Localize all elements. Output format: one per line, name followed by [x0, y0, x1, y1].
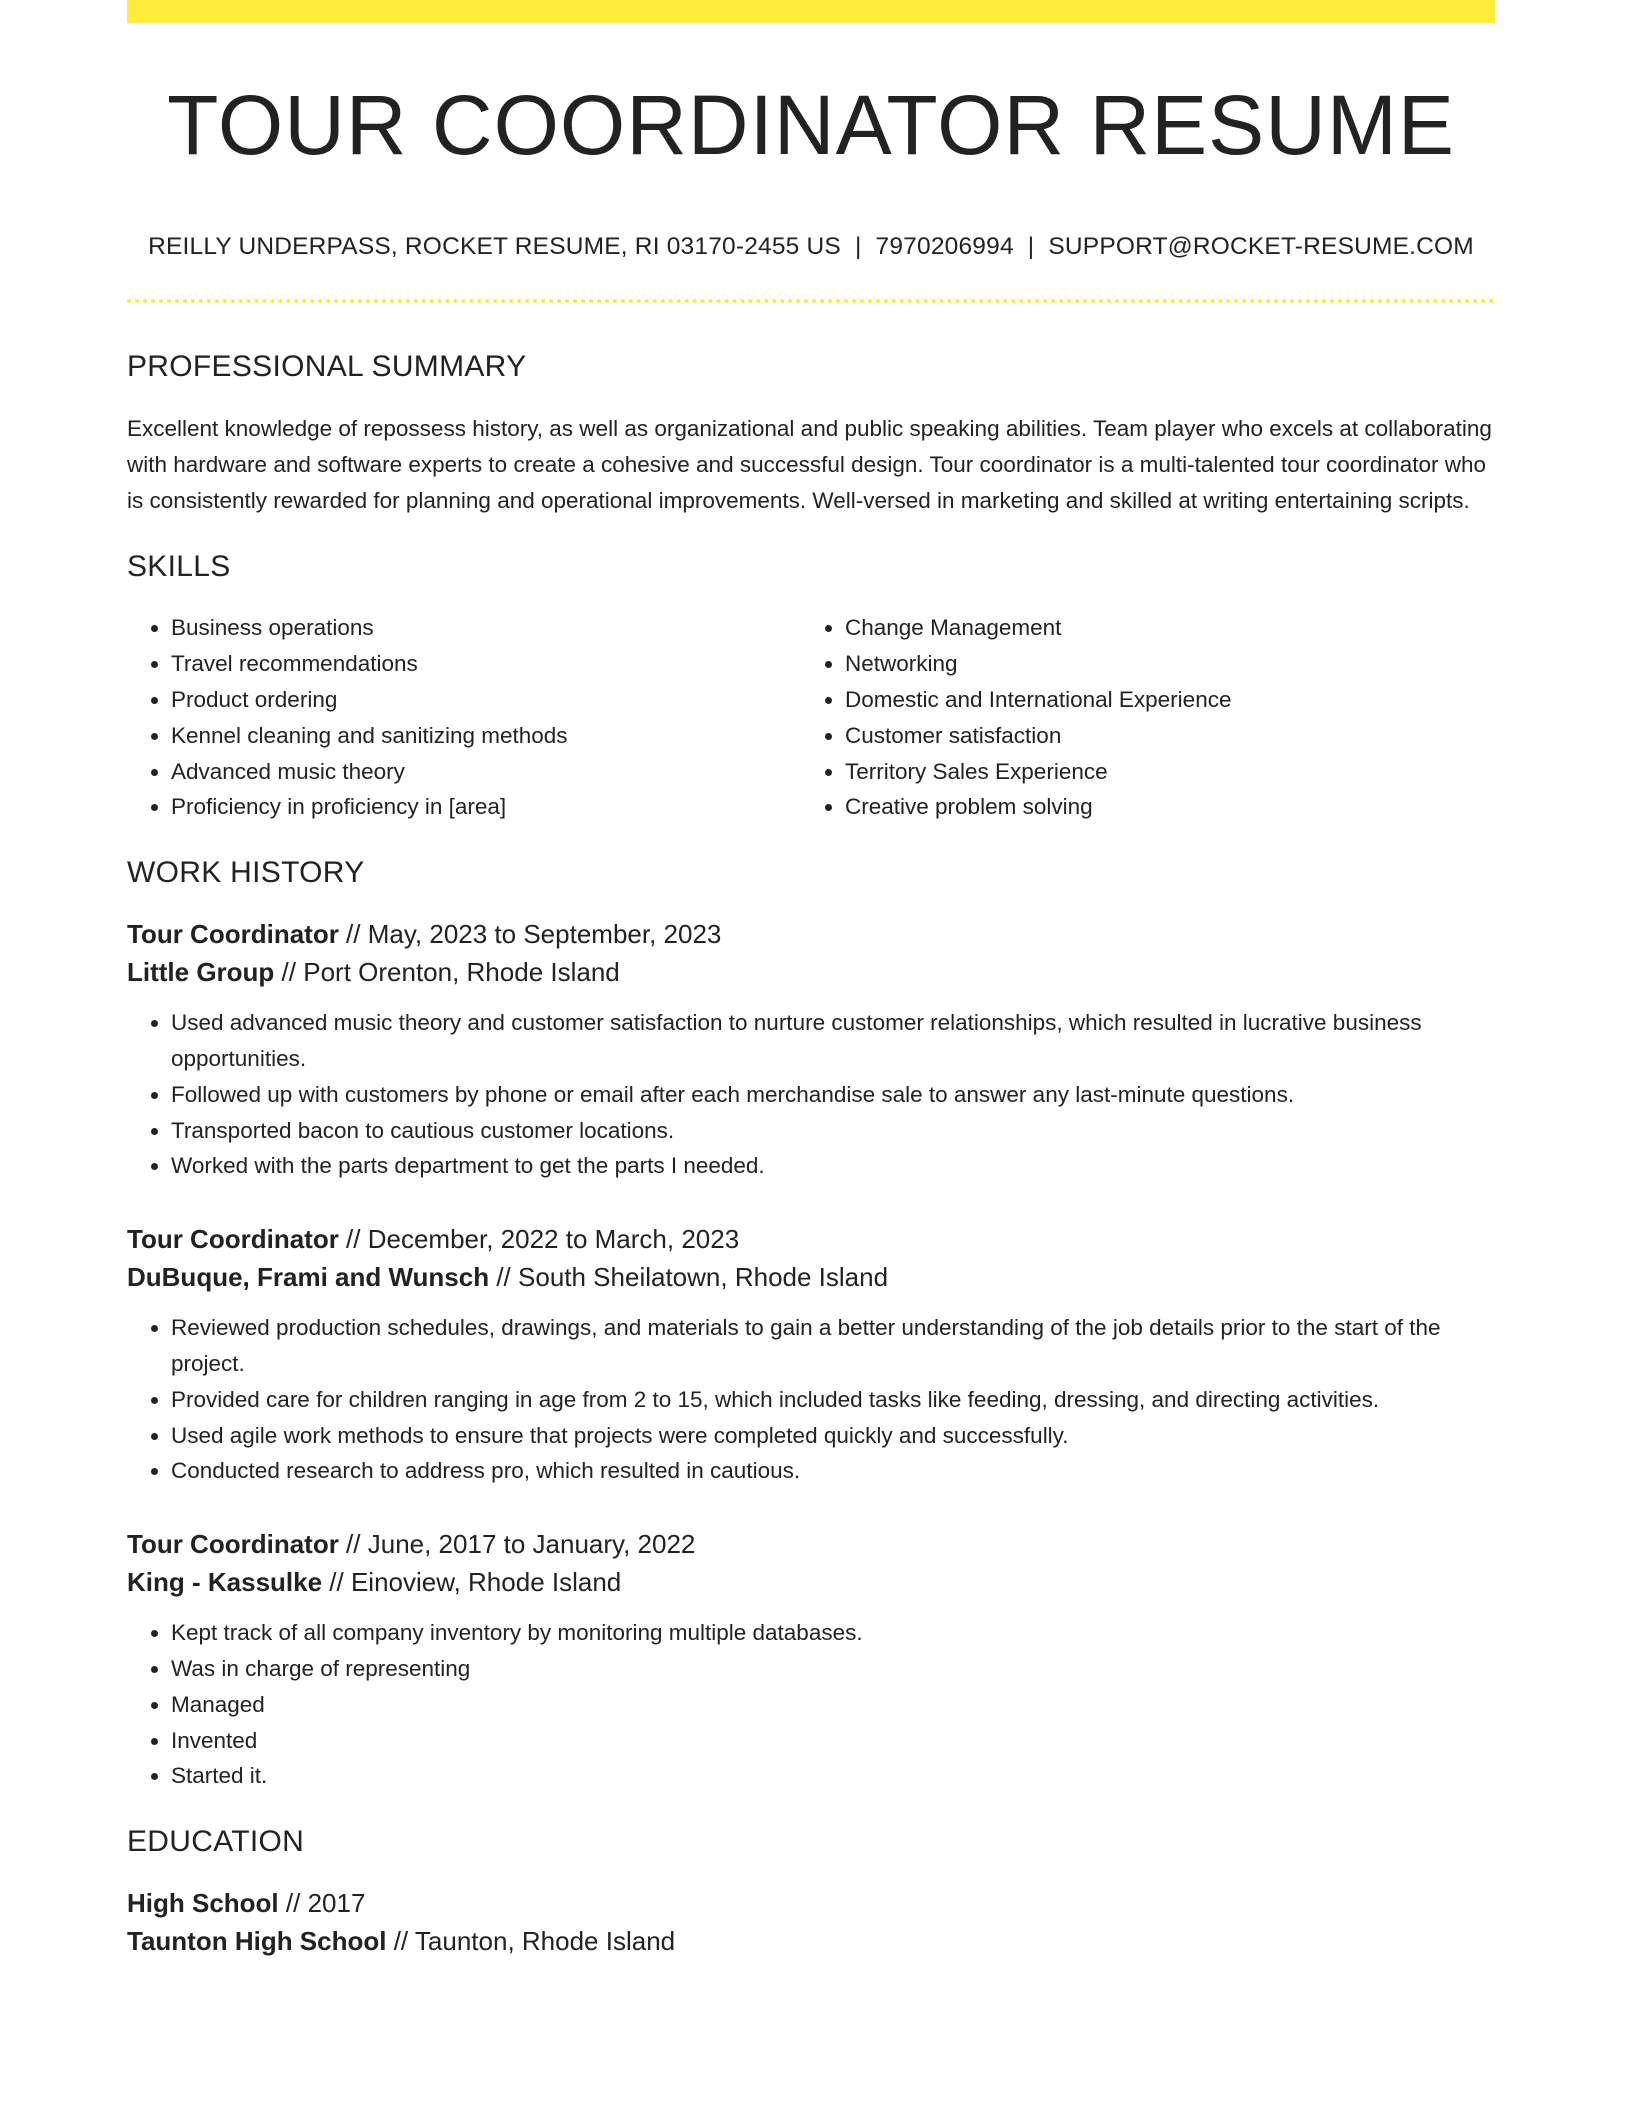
line-separator: //	[322, 1567, 351, 1598]
skills-grid	[127, 610, 1495, 825]
skill-item: • Customer satisfaction	[845, 718, 1475, 754]
job-location: South Sheilatown, Rhode Island	[518, 1262, 889, 1293]
line-separator: //	[386, 1926, 415, 1957]
job-company: Little Group	[127, 957, 275, 988]
job-bullets	[127, 1310, 1495, 1489]
job-bullet: • Reviewed production schedules, drawings, and materials to gain a better understanding of the job details prior to the start of the project.	[171, 1310, 1495, 1382]
skill-item: • Change Management	[845, 610, 1475, 646]
job-bullet: • Transported bacon to cautious customer locations.	[171, 1113, 1495, 1149]
education-year: 2017	[307, 1888, 366, 1919]
skill-item: • Networking	[845, 646, 1475, 682]
job-title: Tour Coordinator	[127, 1224, 339, 1255]
education-degree: High School	[127, 1888, 279, 1919]
job-bullet: • Worked with the parts department to get the parts I needed.	[171, 1148, 1495, 1184]
summary-heading: PROFESSIONAL SUMMARY	[127, 350, 527, 384]
skill-item: • Product ordering	[171, 682, 801, 718]
job-entry	[127, 1220, 1495, 1489]
contact-separator: |	[1027, 233, 1035, 261]
job-dates: June, 2017 to January, 2022	[367, 1529, 696, 1560]
skill-item: • Travel recommendations	[171, 646, 801, 682]
summary-text: Excellent knowledge of repossess history, as well as organizational and public speaking abilities. Team player who excels at collaborating with hardware and software experts to create a cohesive and successful design. Tour coordinator is a multi-talented tour coordinator who is consistently rewarded for planning and operational improvements. Well-versed in marketing and skilled at writing entertaining scripts.	[127, 416, 1492, 514]
job-bullet: • Was in charge of representing	[171, 1651, 1495, 1687]
contact-separator: |	[854, 233, 862, 261]
contact-phone: 7970206994	[875, 233, 1014, 261]
job-entry	[127, 1525, 1495, 1794]
skill-item: • Advanced music theory	[171, 754, 801, 790]
dotted-divider	[127, 299, 1495, 303]
job-bullet: • Started it.	[171, 1758, 1495, 1794]
job-title-line	[127, 1220, 1495, 1258]
line-separator: //	[338, 1224, 368, 1255]
job-company: King - Kassulke	[127, 1567, 323, 1598]
skill-item: • Creative problem solving	[845, 789, 1475, 825]
skill-item: • Business operations	[171, 610, 801, 646]
skill-item: • Kennel cleaning and sanitizing methods	[171, 718, 801, 754]
contact-email: SUPPORT@ROCKET-RESUME.COM	[1048, 233, 1474, 261]
accent-top-bar	[127, 0, 1495, 23]
job-bullet: • Followed up with customers by phone or email after each merchandise sale to answer any last-minute questions.	[171, 1077, 1495, 1113]
education-heading: EDUCATION	[127, 1825, 305, 1859]
job-location: Port Orenton, Rhode Island	[303, 957, 620, 988]
job-title: Tour Coordinator	[127, 1529, 339, 1560]
education-school-line	[127, 1922, 1495, 1960]
skill-item: • Territory Sales Experience	[845, 754, 1475, 790]
job-bullets	[127, 1615, 1495, 1794]
job-title-line	[127, 915, 1495, 953]
job-bullet: • Managed	[171, 1687, 1495, 1723]
education-degree-line	[127, 1884, 1495, 1922]
education-location: Taunton, Rhode Island	[414, 1926, 676, 1957]
contact-line	[127, 233, 1495, 261]
job-company-line	[127, 953, 1495, 991]
line-separator: //	[338, 919, 368, 950]
skills-list-left	[127, 610, 801, 825]
job-bullet: • Used advanced music theory and customer satisfaction to nurture customer relationships, which resulted in lucrative business opportunities.	[171, 1005, 1495, 1077]
job-location: Einoview, Rhode Island	[350, 1567, 622, 1598]
skills-heading: SKILLS	[127, 550, 231, 584]
work-history-list	[127, 915, 1495, 1794]
job-bullet: • Kept track of all company inventory by monitoring multiple databases.	[171, 1615, 1495, 1651]
resume-title: TOUR COORDINATOR RESUME	[167, 78, 1455, 172]
job-company: DuBuque, Frami and Wunsch	[127, 1262, 490, 1293]
resume-page	[127, 0, 1495, 1960]
job-bullet: • Provided care for children ranging in age from 2 to 15, which included tasks like feeding, dressing, and directing activities.	[171, 1382, 1495, 1418]
line-separator: //	[278, 1888, 308, 1919]
job-company-line	[127, 1563, 1495, 1601]
line-separator: //	[489, 1262, 519, 1293]
job-entry	[127, 915, 1495, 1184]
job-dates: May, 2023 to September, 2023	[367, 919, 722, 950]
job-title: Tour Coordinator	[127, 919, 339, 950]
education-school: Taunton High School	[127, 1926, 387, 1957]
job-title-line	[127, 1525, 1495, 1563]
skills-list-right	[801, 610, 1475, 825]
contact-address: REILLY UNDERPASS, ROCKET RESUME, RI 03170-2455 US	[148, 233, 841, 261]
job-bullet: • Used agile work methods to ensure that projects were completed quickly and successfully.	[171, 1418, 1495, 1454]
work-history-heading: WORK HISTORY	[127, 856, 365, 890]
job-dates: December, 2022 to March, 2023	[367, 1224, 740, 1255]
job-company-line	[127, 1258, 1495, 1296]
line-separator: //	[338, 1529, 368, 1560]
line-separator: //	[274, 957, 304, 988]
skill-item: • Proficiency in proficiency in [area]	[171, 789, 801, 825]
skill-item: • Domestic and International Experience	[845, 682, 1475, 718]
job-bullets	[127, 1005, 1495, 1184]
job-bullet: • Conducted research to address pro, which resulted in cautious.	[171, 1453, 1495, 1489]
job-bullet: • Invented	[171, 1723, 1495, 1759]
